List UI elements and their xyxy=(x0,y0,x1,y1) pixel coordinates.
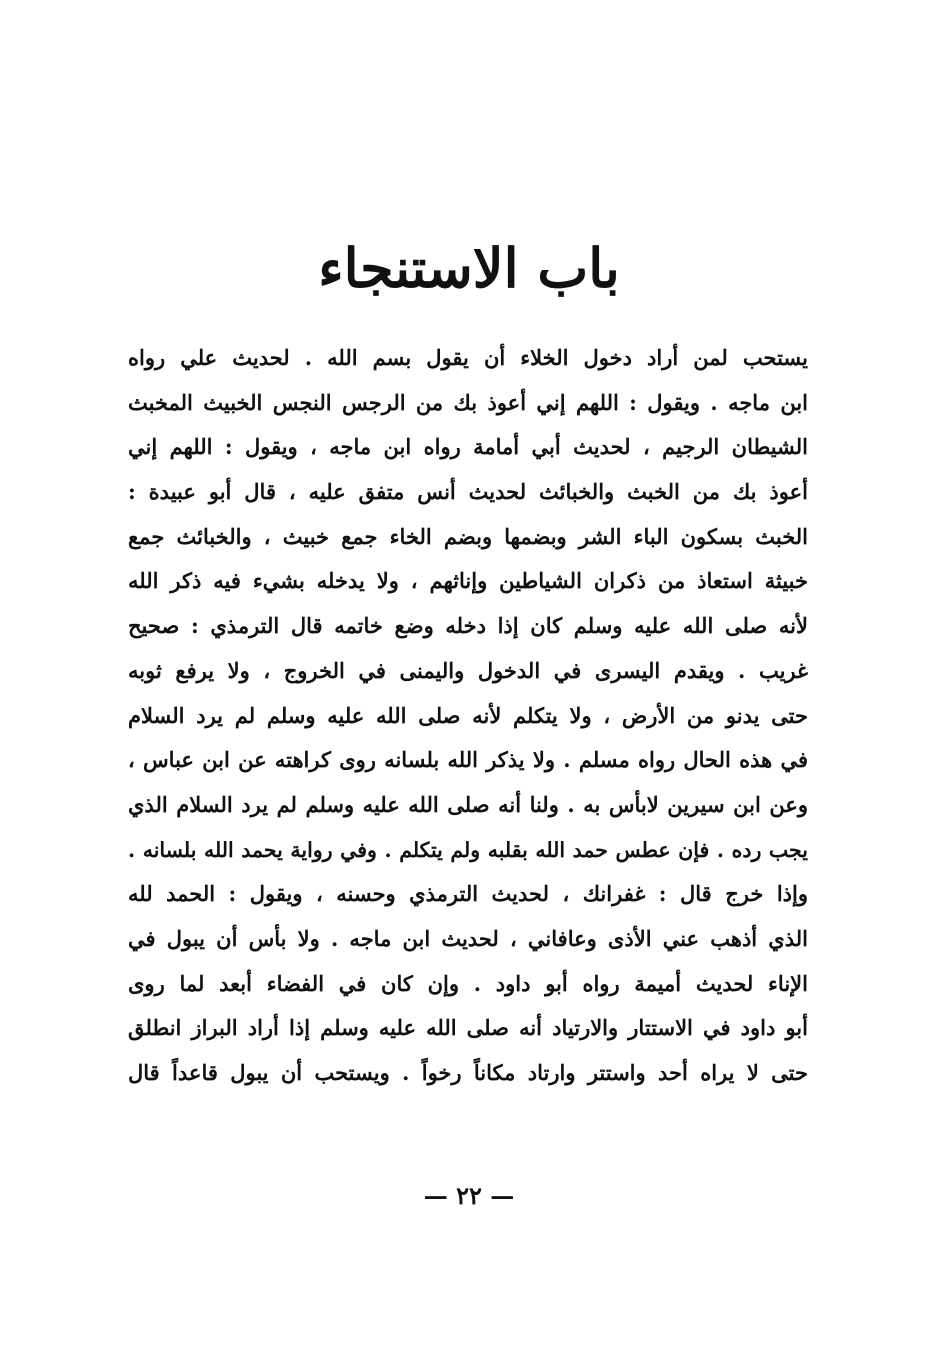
text-line: لأنه صلى الله عليه وسلم كان إذا دخله وضع خاتمه قال الترمذي : صحيح xyxy=(128,613,808,639)
text-line: غريب . ويقدم اليسرى في الدخول واليمنى في الخروج ، ولا يرفع ثوبه xyxy=(128,657,808,683)
page-number: — ٢٢ — xyxy=(423,1181,515,1210)
text-line: وعن ابن سيرين لابأس به . ولنا أنه صلى الله عليه وسلم لم يرد السلام الذي xyxy=(128,791,808,817)
text-line: في هذه الحال رواه مسلم . ولا يذكر الله بلسانه روى كراهته عن ابن عباس ، xyxy=(128,747,808,773)
text-line: يستحب لمن أراد دخول الخلاء أن يقول بسم الله . لحديث علي رواه xyxy=(128,345,808,370)
text-line: أعوذ بك من الخبث والخبائث لحديث أنس متفق عليه ، قال أبو عبيدة : xyxy=(128,479,808,505)
text-line: يجب رده . فإن عطس حمد الله بقلبه ولم يتكلم . وفي رواية يحمد الله بلسانه . xyxy=(128,837,808,862)
text-line: وإذا خرج قال : غفرانك ، لحديث الترمذي وحسنه ، ويقول : الحمد لله xyxy=(128,881,808,907)
text-line: حتى لا يراه أحد واستتر وارتاد مكاناً رخواً . ويستحب أن يبول قاعداً قال xyxy=(128,1060,808,1085)
text-line: خبيثة استعاذ من ذكران الشياطين وإناثهم ، ولا يدخله بشيء فيه ذكر الله xyxy=(128,568,808,594)
text-line: الخبث بسكون الباء الشر وبضمها وبضم الخاء جمع خبيث ، والخبائث جمع xyxy=(128,523,808,549)
text-line: حتى يدنو من الأرض ، ولا يتكلم لأنه صلى الله عليه وسلم لم يرد السلام xyxy=(128,702,808,728)
text-line: الشيطان الرجيم ، لحديث أبي أمامة رواه ابن ماجه ، ويقول : اللهم إني xyxy=(128,434,808,460)
text-line: الإناء لحديث أميمة رواه أبو داود . وإن كان في الفضاء أبعد لما روى xyxy=(128,970,808,996)
text-line: أبو داود في الاستتار والارتياد أنه صلى الله عليه وسلم إذا أراد البراز انطلق xyxy=(128,1015,808,1041)
text-line: الذي أذهب عني الأذى وعافاني ، لحديث ابن ماجه . ولا بأس أن يبول في xyxy=(128,925,808,951)
chapter-title: باب الاستنجاء xyxy=(318,236,620,300)
body-text xyxy=(128,336,808,1096)
text-line: ابن ماجه . ويقول : اللهم إني أعوذ بك من الرجس النجس الخبيث المخبث xyxy=(128,389,808,415)
